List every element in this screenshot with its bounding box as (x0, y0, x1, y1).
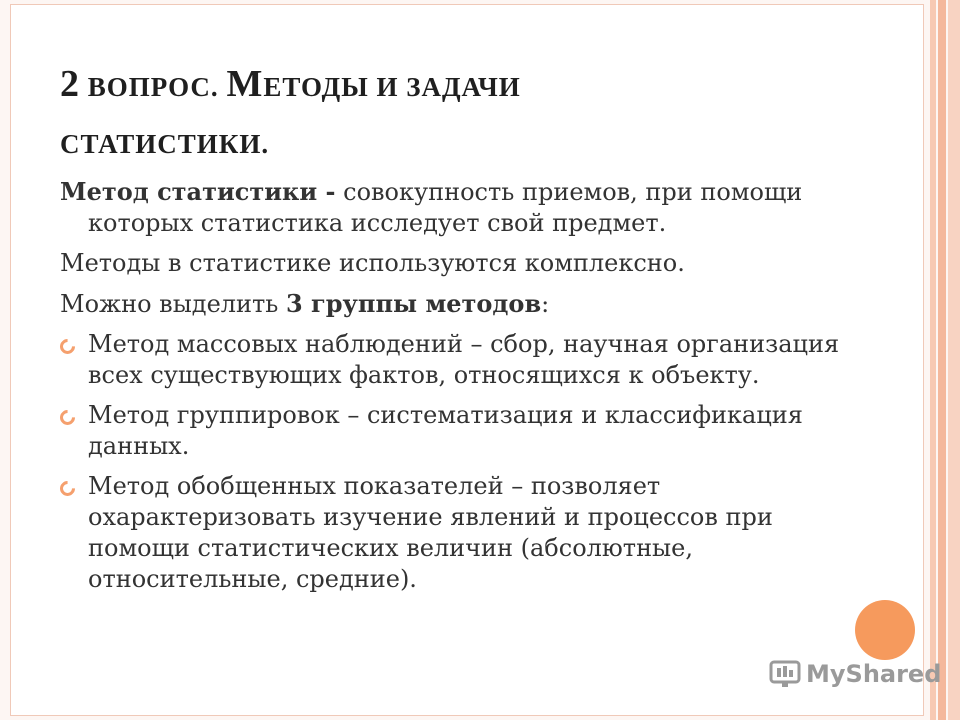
title-part: СТАТИСТИКИ. (60, 129, 270, 159)
bullet-icon (57, 407, 78, 428)
definition-text: совокупность приемов, при помощи которых статистика исследует свой предмет. (88, 178, 803, 237)
watermark (768, 656, 941, 692)
slide-title (60, 58, 840, 175)
list-item (60, 400, 840, 462)
title-part: М (226, 63, 264, 105)
groups-text-after: : (541, 290, 550, 318)
list-item (60, 471, 840, 595)
watermark-text: MyShared (806, 660, 942, 688)
decor-circle (855, 600, 915, 660)
slide-body (60, 176, 840, 604)
title-part: ВОПРОС. (80, 72, 227, 102)
list-item-text: Метод группировок – систематизация и классификация данных. (88, 401, 803, 460)
title-line-1 (60, 58, 840, 118)
methods-text: Методы в статистике используются комплексно. (60, 249, 685, 277)
decor-stripe (930, 0, 936, 720)
bullet-icon (57, 478, 78, 499)
methods-paragraph (60, 248, 840, 279)
title-part: ЕТОДЫ И ЗАДАЧИ (263, 72, 521, 102)
groups-text-before: Можно выделить (60, 290, 286, 318)
title-part: 2 (60, 63, 80, 105)
definition-term: Метод статистики - (60, 177, 336, 206)
title-line-2 (60, 118, 840, 175)
bullet-icon (57, 336, 78, 357)
list-item-text: Метод обобщенных показателей – позволяет охарактеризовать изучение явлений и процессов при помощи статистических величин (абсолютные, относительные, средние). (88, 472, 773, 593)
list-item-text: Метод массовых наблюдений – сбор, научная организация всех существующих фактов, относящихся к объекту. (88, 330, 840, 389)
definition-paragraph (60, 176, 840, 239)
decor-stripe (938, 0, 946, 720)
myshared-logo-icon (768, 658, 802, 690)
decor-stripe (948, 0, 960, 720)
list-item (60, 329, 840, 391)
groups-paragraph (60, 288, 840, 320)
groups-text-bold: 3 группы методов (285, 289, 542, 318)
